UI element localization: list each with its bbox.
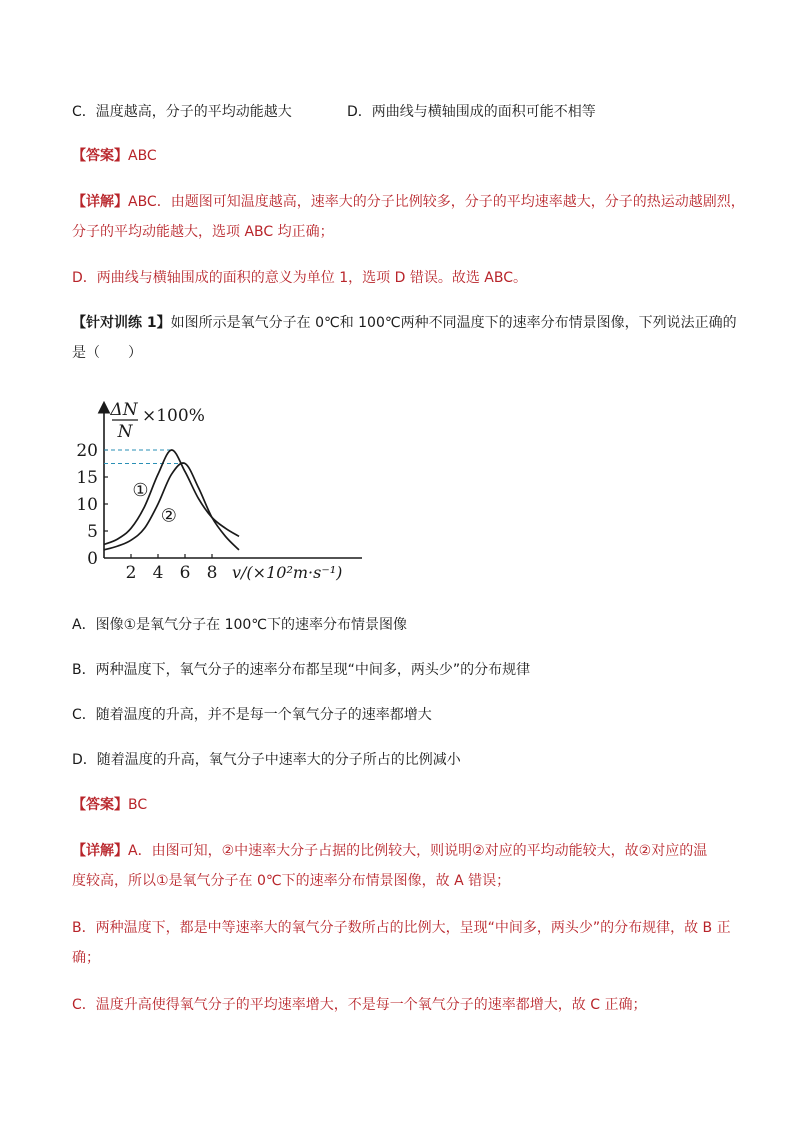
detail-1-line-1: 【详解】ABC．由题图可知温度越高，速率大的分子比例较多，分子的平均速率越大，分子的热运动越剧烈，	[72, 194, 745, 210]
y-tick-label: 10	[76, 495, 98, 515]
detail-tag: 【详解】	[72, 194, 128, 210]
y-tick-label: 20	[76, 441, 98, 461]
x-axis-label: v/(×10²m·s⁻¹)	[232, 563, 343, 582]
option-d: D．随着温度的升高，氧气分子中速率大的分子所占的比例减小	[72, 752, 461, 768]
question-tag: 【针对训练 1】	[72, 315, 171, 331]
answer-tag: 【答案】	[72, 148, 128, 164]
answer-2	[72, 795, 147, 815]
y-tick-label: 0	[87, 549, 98, 569]
x-tick-label: 4	[152, 563, 164, 583]
x-tick-label: 2	[125, 563, 137, 583]
answer-1	[72, 146, 157, 166]
y-tick-label: 15	[76, 468, 98, 488]
y-label-suffix: ×100%	[142, 406, 205, 426]
detail-tag-2: 【详解】	[72, 843, 128, 859]
detail-2-line-5: C．温度升高使得氧气分子的平均速率增大，不是每一个氧气分子的速率都增大，故 C 正确；	[72, 997, 647, 1013]
speed-distribution-chart	[72, 390, 362, 590]
detail-2-line-2: 度较高，所以①是氧气分子在 0℃下的速率分布情景图像，故 A 错误；	[72, 873, 511, 889]
series-label-2: ②	[160, 505, 177, 527]
y-label-numerator: ΔN	[110, 400, 138, 420]
detail-2-line-4: 确；	[72, 950, 100, 966]
x-tick-label: 8	[206, 563, 218, 583]
detail-2-line-3: B．两种温度下，都是中等速率大的氧气分子数所占的比例大，呈现“中间多，两头少”的分布规律，故 B 正	[72, 920, 731, 936]
x-tick-label: 6	[179, 563, 191, 583]
y-tick-label: 5	[87, 522, 98, 542]
option-d-prev: D．两曲线与横轴围成的面积可能不相等	[347, 104, 596, 120]
detail-1-line-2: 分子的平均动能越大，选项 ABC 均正确；	[72, 224, 334, 240]
question-line-1: 【针对训练 1】如图所示是氧气分子在 0℃和 100℃两种不同温度下的速率分布情景图像，下列说法正确的	[72, 315, 737, 331]
detail-1-line-3: D．两曲线与横轴围成的面积的意义为单位 1，选项 D 错误。故选 ABC。	[72, 270, 527, 286]
option-a: A．图像①是氧气分子在 100℃下的速率分布情景图像	[72, 617, 408, 633]
question-line-2: 是（ ）	[72, 345, 142, 361]
detail-2-line-1: 【详解】A．由图可知，②中速率大分子占据的比例较大，则说明②对应的平均动能较大，故②对应的温	[72, 843, 708, 859]
series-label-1: ①	[132, 479, 149, 501]
answer-value-2: BC	[128, 797, 148, 813]
y-label-denominator: N	[117, 422, 133, 442]
series-curve-1	[104, 450, 239, 545]
option-b: B．两种温度下，氧气分子的速率分布都呈现“中间多，两头少”的分布规律	[72, 662, 531, 678]
option-c: C．随着温度的升高，并不是每一个氧气分子的速率都增大	[72, 707, 432, 723]
option-c-prev: C．温度越高，分子的平均动能越大	[72, 104, 292, 120]
answer-tag-2: 【答案】	[72, 797, 128, 813]
answer-value: ABC	[128, 148, 157, 164]
